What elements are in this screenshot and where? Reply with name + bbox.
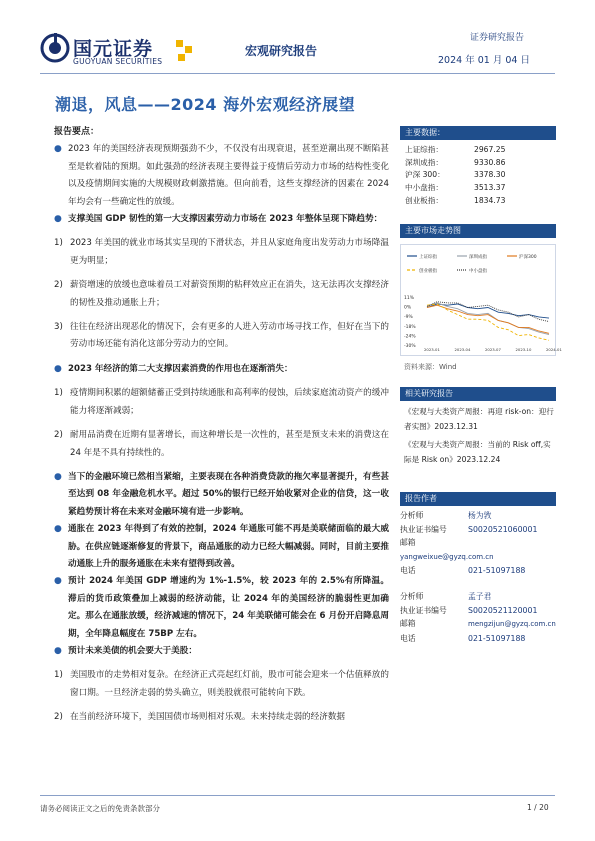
- market-value: 2967.25: [474, 145, 506, 154]
- legend-label: 上证综指: [419, 255, 437, 260]
- item-text: 往往在经济出现恶化的情况下，会有更多的人进入劳动市场寻找工作，但好在当下的劳动市场还能有消化这部分劳动力的空间。: [70, 322, 389, 350]
- section-1: [54, 211, 389, 228]
- author-row: [400, 509, 556, 523]
- section-6: [54, 643, 389, 660]
- item-text: 疫情期间积累的超额储蓄正受到持续通胀和高利率的侵蚀，后续家庭流动资产的缓冲能力将逐渐减弱；: [70, 388, 389, 416]
- list-item: [54, 277, 389, 312]
- market-label: 创业板指：: [405, 195, 443, 205]
- section-6-heading: 预计未来美债的机会要大于美股：: [68, 645, 197, 656]
- legend-label: 中小盘指: [469, 269, 487, 274]
- author-row: [400, 632, 556, 646]
- section-1-heading: 支撑美国 GDP 韧性的第一大支撑因素劳动力市场在 2023 年整体呈现下降趋势：: [68, 214, 383, 225]
- author-label: 执业证书编号: [400, 524, 447, 534]
- author-email[interactable]: mengzijun@gyzq.com.cn: [468, 620, 556, 629]
- author-cert: S0020521060001: [468, 524, 538, 534]
- footer-disclaimer: 请务必阅读正文之后的免责条款部分: [40, 804, 160, 813]
- list-item: [54, 667, 389, 702]
- author-phone: 021-51097188: [468, 633, 526, 643]
- market-label: 深圳成指：: [405, 157, 443, 167]
- author-heading: 报告作者: [400, 492, 556, 506]
- related-item[interactable]: 《宏观与大类资产周报：当前的 Risk off,实际是 Risk on》2023.12.24: [404, 440, 551, 464]
- trend-chart: [400, 244, 562, 356]
- market-label: 上证综指：: [405, 145, 443, 154]
- market-row: [400, 157, 556, 170]
- list-item: [54, 427, 389, 462]
- section-2: [54, 361, 389, 378]
- author-label: 电话: [400, 566, 416, 576]
- logo-icon: [40, 33, 70, 63]
- author-cert: S0020521120001: [468, 605, 538, 615]
- list-item: [54, 235, 389, 270]
- author-phone: 021-51097188: [468, 566, 526, 576]
- summary-intro: [54, 141, 389, 211]
- trend-panel: [400, 224, 562, 372]
- y-tick-label: -9%: [404, 315, 413, 321]
- section-3: [54, 469, 389, 521]
- market-value: 9330.86: [474, 157, 506, 167]
- footer-divider: [40, 795, 555, 796]
- author-name: 杨为敩: [468, 511, 492, 520]
- author-row: [400, 604, 556, 618]
- x-tick-label: 2024-01: [546, 347, 562, 352]
- item-number: 2): [54, 430, 63, 441]
- section-4: [54, 521, 389, 573]
- market-data-heading: 主要数据：: [400, 126, 556, 140]
- report-category: 证券研究报告: [470, 33, 525, 43]
- market-data-panel: [400, 126, 556, 208]
- author-label: 邮箱: [400, 538, 416, 548]
- item-number: 1): [54, 388, 63, 399]
- section-4-text: 通胀在 2023 年得到了有效的控制，2024 年通胀可能不再是美联储面临的最大威胁。在供应链逐渐修复的背景下，商品通胀的动力已经大幅减弱。同时，目前主要推动通胀上升的服务通胀在未来有望得到改善。: [68, 524, 389, 569]
- market-value: 3378.30: [474, 170, 506, 180]
- item-text: 耐用品消费在近期有显著增长，而这种增长是一次性的，甚至是预支未来的消费这在 24 年是不具有持续性的。: [70, 430, 389, 458]
- author-label: 执业证书编号: [400, 605, 447, 615]
- related-item[interactable]: 《宏观与大类资产周报：再迎 risk-on：迎行者实图》2023.12.31: [404, 407, 554, 431]
- series-line: [427, 304, 549, 340]
- author-label: 邮箱: [400, 619, 416, 629]
- y-tick-label: -24%: [404, 334, 416, 340]
- y-tick-label: 0%: [404, 305, 412, 311]
- logo-english: GUOYUAN SECURITIES: [73, 57, 163, 66]
- x-tick-label: 2023-01: [424, 347, 440, 352]
- list-item: [54, 385, 389, 420]
- section-5-text: 预计 2024 年美国 GDP 增速约为 1%-1.5%，较 2023 年的 2.5%有所降温。滞后的货币政策叠加上减弱的经济动能，让 2024 年的美国经济的脆弱性更加确定。那么在通胀放缓，经济减速的情况下，24 年美联储可能会在 6 月份开启降息周期，全年降息幅度在 75BP 左右。: [68, 576, 389, 639]
- market-row: [400, 144, 556, 157]
- author-name: 孟子君: [468, 591, 492, 601]
- item-text: 薪资增速的放缓也意味着员工对薪资预期的粘秤效应正在消失，这无法再次支撑经济的韧性及推动通胀上升；: [70, 280, 389, 308]
- item-text: 在当前经济环境下，美国国债市场则相对乐观。未来持续走弱的经济数据: [70, 712, 346, 723]
- bullet-icon: ●: [54, 144, 62, 155]
- author-row: [400, 617, 556, 632]
- bullet-icon: ●: [54, 471, 62, 482]
- item-number: 1): [54, 238, 63, 249]
- intro-text: 2023 年的美国经济表现预期强劲不少，不仅没有出现衰退，甚至逆潮出现不断陷甚至是软着陆的预期。如此强劲的经济表现主要得益于疫情后劳动力市场的结构性变化以及疫情期间实施的大规模财政刺激措施。但向前看，这些支撑经济的因素在 2024 年均会有一些确定性的放缓。: [68, 144, 389, 207]
- legend-label: 创业板指: [419, 269, 437, 274]
- page-number: 1 / 20: [527, 803, 549, 812]
- section-3-text: 当下的金融环境已然相当紧缩，主要表现在各种消费贷款的拖欠率显著提升，有些甚至达到 08 年金融危机水平。超过 50%的银行已经开始收紧对企业的信贷，这一收紧趋势预计将在未来对金融环境有进一步影响。: [68, 471, 389, 517]
- author-row: [400, 523, 556, 537]
- section-2-heading: 2023 年经济的第二大支撑因素消费的作用也在逐渐消失：: [68, 363, 293, 374]
- author-panel: [400, 492, 556, 645]
- y-tick-label: -30%: [404, 344, 416, 349]
- author-email[interactable]: yangweixue@gyzq.com.cn: [400, 552, 494, 561]
- item-text: 2023 年美国的就业市场其实呈现的下滑状态，并且从家庭角度出发劳动力市场降温更为明显；: [70, 238, 389, 266]
- list-item: [54, 319, 389, 354]
- item-number: 2): [54, 712, 63, 723]
- author-block: [400, 509, 556, 645]
- bullet-icon: ●: [54, 363, 62, 374]
- y-tick-label: 11%: [404, 296, 415, 301]
- market-label: 沪深 300：: [405, 170, 445, 180]
- author-label: 电话: [400, 633, 416, 643]
- bullet-icon: ●: [54, 214, 62, 225]
- author-row: [400, 590, 556, 604]
- market-row: [400, 195, 556, 208]
- market-value: 1834.73: [474, 195, 506, 205]
- author-label: 分析师: [400, 511, 424, 520]
- report-date: 2024 年 01 月 04 日: [438, 55, 530, 66]
- market-row: [400, 182, 556, 195]
- item-number: 2): [54, 280, 63, 291]
- bullet-icon: ●: [54, 524, 62, 535]
- legend-label: 沪深300: [519, 255, 537, 260]
- page-title: 潮退，风息——2024 海外宏观经济展望: [55, 95, 356, 114]
- legend-label: 深圳成指: [469, 255, 487, 260]
- summary-column: [54, 124, 389, 727]
- bullet-icon: ●: [54, 645, 62, 656]
- author-row: [400, 564, 556, 578]
- related-heading: 相关研究报告: [400, 387, 556, 401]
- header-divider: [40, 73, 555, 74]
- item-number: 1): [54, 670, 63, 681]
- market-label: 中小盘指：: [405, 183, 443, 193]
- chart-source: 资料来源：Wind: [404, 363, 457, 371]
- author-label: 分析师: [400, 591, 424, 601]
- bullet-icon: ●: [54, 576, 62, 587]
- logo-squares-icon: [176, 40, 194, 62]
- section-5: [54, 573, 389, 643]
- item-text: 美国股市的走势相对复杂。在经济正式亮起红灯前，股市可能会迎来一个估值释放的窗口期。一旦经济走弱的势头确立，则美股就很可能转向下跌。: [70, 670, 389, 698]
- report-type: 宏观研究报告: [245, 44, 318, 58]
- market-row: [400, 169, 556, 182]
- logo-text: 国元证券: [73, 38, 154, 60]
- summary-heading: 报告要点：: [54, 127, 100, 137]
- market-value: 3513.37: [474, 183, 506, 193]
- y-tick-label: -18%: [404, 324, 416, 330]
- x-tick-label: 2023-10: [515, 347, 532, 352]
- author-row: [400, 536, 556, 564]
- trend-heading: 主要市场走势图: [400, 224, 556, 238]
- list-item: [54, 709, 389, 726]
- x-tick-label: 2023-07: [485, 347, 501, 352]
- x-tick-label: 2023-04: [454, 347, 471, 352]
- related-panel: [400, 387, 556, 467]
- item-number: 3): [54, 322, 63, 333]
